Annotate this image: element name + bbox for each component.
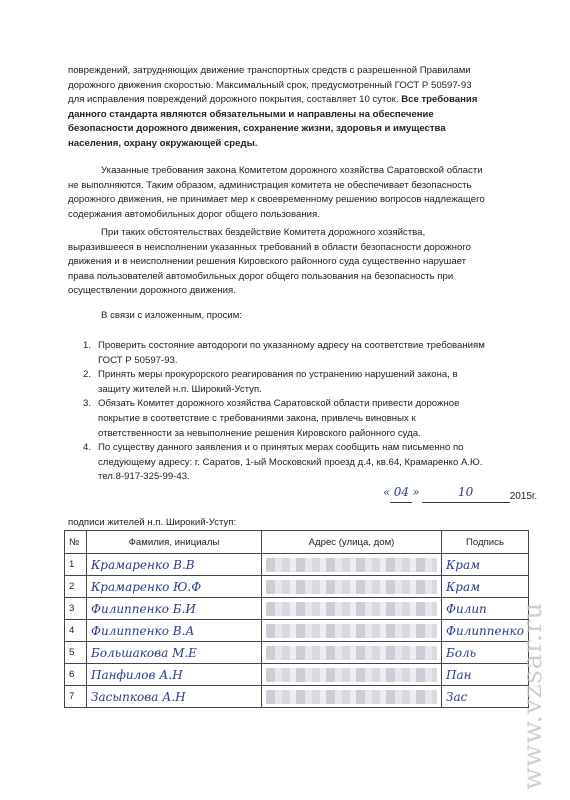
list-number: 3. (83, 398, 92, 410)
address-redacted (262, 554, 442, 576)
text-line: тел.8-917-325-99-43. (98, 471, 190, 483)
column-header-address: Адрес (улица, дом) (262, 531, 442, 554)
row-number: 7 (65, 686, 87, 708)
signatures-table (64, 530, 529, 708)
text-line: дорожного движения, не принимает мер к своевременному решению вопросов надлежащего (68, 194, 485, 206)
text-line: осуществлении дорожного движения. (68, 285, 236, 297)
text-line: ответственности за невыполнение решения Кировского районного суда. (98, 427, 421, 439)
address-redacted (262, 598, 442, 620)
signature: Крам (442, 576, 529, 598)
text-line: Проверить состояние автодороги по указанному адресу на соответствие требованиям (98, 340, 485, 351)
bold-fragment: Все требования (401, 94, 478, 106)
text-line: Указанные требования закона Комитетом дорожного хозяйства Саратовской области (101, 165, 483, 176)
redaction-blur (266, 558, 437, 572)
date-day-field (390, 485, 412, 503)
table-header-row (65, 531, 529, 554)
bold-line: данного стандарта являются обязательными и направлены на обеспечение (68, 108, 434, 120)
text-line: Принять меры прокурорского реагирования по устранению нарушений закона, в (98, 369, 458, 381)
request-intro (68, 309, 523, 324)
date-month: 10 (458, 485, 474, 499)
address-redacted (262, 642, 442, 664)
table-row (65, 620, 529, 642)
list-item (83, 339, 523, 368)
resident-name: Крамаренко В.В (87, 554, 262, 576)
signature: Пан (442, 664, 529, 686)
signatures-title: подписи жителей н.п. Широкий-Уступ: (68, 517, 237, 528)
table-row (65, 686, 529, 708)
text-line: По существу данного заявления и о принятых мерах сообщить нам письменно по (98, 442, 464, 454)
paragraph-circumstances (68, 226, 523, 299)
list-item (83, 397, 523, 441)
address-redacted (262, 620, 442, 642)
date-month-field (422, 485, 510, 503)
column-header-number: № (65, 531, 87, 554)
text-line: права пользователей автомобильных дорог общего пользования на безопасность при (68, 270, 454, 282)
list-number: 2. (83, 369, 92, 381)
signature: Филип (442, 598, 529, 620)
text-line: следующему адресу: г. Саратов, 1-ый Московский проезд д.4, кв.64, Крамаренко А.Ю. (98, 456, 483, 468)
text-line: ГОСТ Р 50597-93. (98, 354, 178, 366)
signature: Зас (442, 686, 529, 708)
text-line: дорожного движения скоростью. Максимальный срок, предусмотренный ГОСТ Р 50597-93 (68, 79, 472, 91)
redaction-blur (266, 668, 437, 682)
column-header-name: Фамилия, инициалы (87, 531, 262, 554)
resident-name: Филиппенко Б.И (87, 598, 262, 620)
table-row (65, 598, 529, 620)
signature: Крам (442, 554, 529, 576)
document-date (383, 485, 538, 503)
date-close-quote: » (412, 485, 420, 499)
table-row (65, 642, 529, 664)
site-watermark: www.vzsar.ru (518, 601, 548, 790)
resident-name: Большакова М.Е (87, 642, 262, 664)
redaction-blur (266, 690, 437, 704)
signature: Боль (442, 642, 529, 664)
redaction-blur (266, 646, 437, 660)
resident-name: Засыпкова А.Н (87, 686, 262, 708)
table-row (65, 554, 529, 576)
date-day: 04 (393, 485, 409, 499)
text-line: При таких обстоятельствах бездействие Комитета дорожного хозяйства, (101, 227, 426, 238)
row-number: 1 (65, 554, 87, 576)
text-line: не выполняются. Таким образом, администрация комитета не обеспечивает безопасность (68, 179, 472, 191)
date-open-quote: « (383, 485, 391, 499)
row-number: 4 (65, 620, 87, 642)
text-line: Обязать Комитет дорожного хозяйства Саратовской области привести дорожное (98, 398, 460, 410)
text-fragment: для исправления повреждений дорожного покрытия, составляет 10 суток. (68, 94, 399, 106)
text-line: повреждений, затрудняющих движение транспортных средств с разрешенной Правилами (68, 65, 471, 76)
redaction-blur (266, 580, 437, 594)
text-line: защиту жителей н.п. Широкий-Уступ. (98, 383, 262, 395)
text-line (68, 93, 523, 108)
text-line: движения и в неисполнении решения Кировского районного суда существенно нарушает (68, 256, 467, 268)
signature: Филиппенко (442, 620, 529, 642)
table-row (65, 664, 529, 686)
redaction-blur (266, 624, 437, 638)
bold-line: безопасности дорожного движения, сохранение жизни, здоровья и имущества (68, 123, 446, 135)
column-header-signature: Подпись (442, 531, 529, 554)
resident-name: Филиппенко В.А (87, 620, 262, 642)
text-line: покрытие в соответствие с требованиями закона, привлечь виновных к (98, 412, 416, 424)
resident-name: Панфилов А.Н (87, 664, 262, 686)
row-number: 3 (65, 598, 87, 620)
address-redacted (262, 686, 442, 708)
paragraph-road-standards (68, 64, 523, 152)
resident-name: Крамаренко Ю.Ф (87, 576, 262, 598)
request-list (83, 339, 523, 485)
text-line: выразившееся в неисполнении указанных требований в области безопасности дорожного (68, 241, 471, 253)
request-intro-text: В связи с изложенным, просим: (101, 310, 242, 321)
list-number: 1. (83, 340, 92, 351)
row-number: 2 (65, 576, 87, 598)
list-number: 4. (83, 442, 92, 454)
address-redacted (262, 576, 442, 598)
row-number: 5 (65, 642, 87, 664)
list-item (83, 441, 523, 485)
list-item (83, 368, 523, 397)
table-row (65, 576, 529, 598)
date-year: 2015г. (509, 491, 538, 502)
text-line: содержания автомобильных дорог общего пользования. (68, 208, 320, 220)
row-number: 6 (65, 664, 87, 686)
bold-line: населения, охрану окружающей среды. (68, 137, 258, 149)
address-redacted (262, 664, 442, 686)
paragraph-violation (68, 164, 523, 222)
redaction-blur (266, 602, 437, 616)
